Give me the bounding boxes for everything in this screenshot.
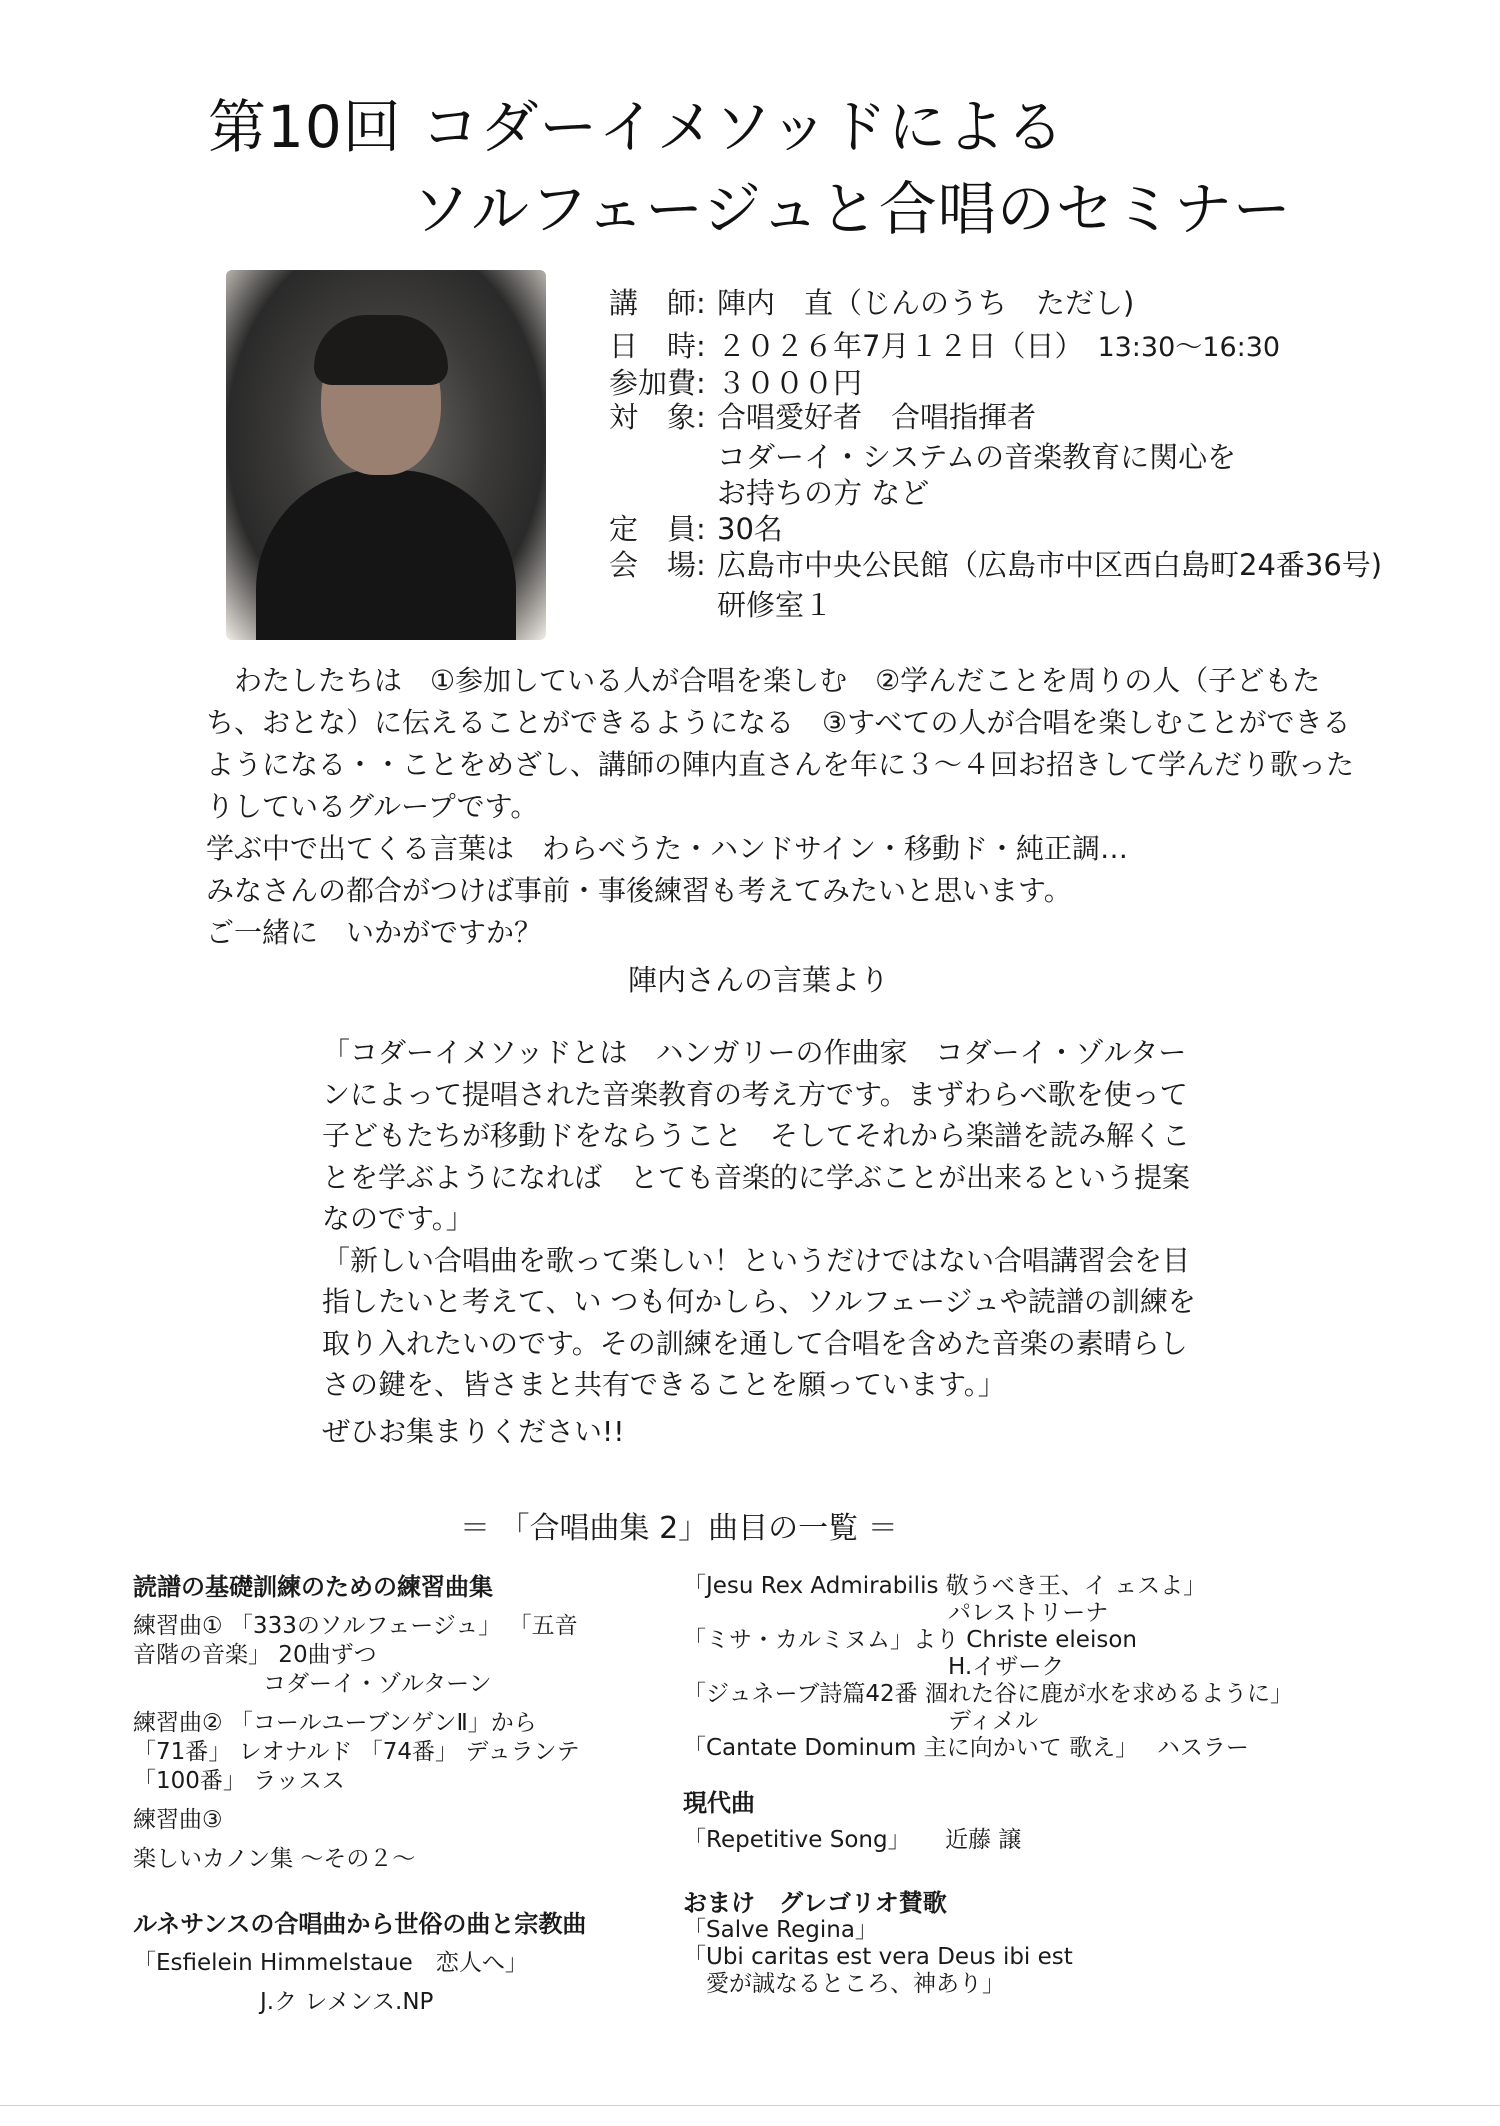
quote-line: 「新しい合唱曲を歌って楽しい！というだけではない合唱講習会を目 [322,1243,1191,1277]
list-item: 「ミサ・カルミヌム」より Christe eleison [683,1627,1137,1653]
intro-line: ようになる・・ことをめざし、講師の陣内直さんを年に３〜４回お招きして学んだり歌った [206,748,1355,781]
list-item: 「Salve Regina」 [683,1917,878,1943]
intro-line: 学ぶ中で出てくる言葉は わらべうた・ハンドサイン・移動ド・純正調… [206,832,1129,865]
venue-line-1: 広島市中央公民館（広島市中区西白島町24番36号) [717,548,1383,582]
target-line-2: コダーイ・システムの音楽教育に関心を [717,440,1237,474]
venue-line-2: 研修室１ [717,588,834,622]
event-date: ２０２６年7月１２日（日） [717,329,1084,363]
event-time: 13:30〜16:30 [1097,332,1281,363]
venue-label: 会 場: [609,548,706,582]
lecturer-name: 陣内 直（じんのうち ただし) [717,286,1135,320]
list-item: 「Cantate Dominum 主に向かいて 歌え」 ハスラー [683,1735,1249,1761]
list-item: 愛が誠なるところ、神あり」 [683,1971,1005,1997]
quote-line: さの鍵を、皆さまと共有できることを願っています。」 [322,1368,1006,1401]
lecturer-label: 講 師: [609,286,706,320]
list-item: 「Repetitive Song」 近藤 譲 [683,1827,1022,1853]
quote-line: なのです。」 [322,1202,474,1235]
quote-line: 取り入れたいのです。その訓練を通して合唱を含めた音楽の素晴らし [322,1326,1188,1360]
title-line-1: 第10回 コダーイメソッドによる [208,93,1066,161]
capacity-label: 定 員: [609,512,706,546]
event-fee: ３０００円 [717,366,863,400]
list-item: 「ジュネーブ詩篇42番 涸れた谷に鹿が水を求めるように」 [683,1681,1293,1707]
list-item: 「100番」 ラッスス [133,1768,345,1794]
composer: コダーイ・ゾルターン [263,1671,492,1697]
quote-text [322,1032,1196,1406]
page-edge-divider [0,2105,1500,2106]
intro-line: ち、おとな）に伝えることができるようになる ③すべての人が合唱を楽しむことができる [206,706,1351,739]
lecturer-photo [226,270,546,640]
composer: J.ク レメンス.NP [260,1989,434,2015]
quote-line: 「コダーイメソッドとは ハンガリーの作曲家 コダーイ・ゾルター [322,1036,1187,1069]
event-capacity: 30名 [717,512,783,546]
composer: H.イザーク [948,1654,1065,1680]
section-heading: おまけ グレゴリオ賛歌 [683,1889,947,1917]
target-line-3: お持ちの方 など [717,476,930,510]
quote-line: 子どもたちが移動ドをならうこと そしてそれから楽譜を読み解くこ [322,1119,1191,1152]
intro-line: わたしたちは ①参加している人が合唱を楽しむ ②学んだことを周りの人（子どもた [206,664,1321,697]
title-line-2: ソルフェージュと合唱のセミナー [412,175,1292,243]
song-list-left-column [133,1573,586,2017]
quote-heading: 陣内さんの言葉より [628,963,890,997]
target-line-1: 合唱愛好者 合唱指揮者 [717,400,1037,434]
intro-line: みなさんの都合がつけば事前・事後練習も考えてみたいと思います。 [206,874,1072,907]
song-list-heading: ＝ 「合唱曲集 2」曲目の一覧 ＝ [460,1511,898,1546]
quote-line: とを学ぶようになれば とても音楽的に学ぶことが出来るという提案 [322,1160,1191,1194]
song-list-right-column [683,1573,1293,1998]
section-heading: 読譜の基礎訓練のための練習曲集 [133,1573,493,1601]
list-item: 「Jesu Rex Admirabilis 敬うべき王、イ ェスよ」 [683,1573,1207,1599]
composer: ディメル [948,1708,1039,1734]
fee-label: 参加費: [609,366,706,400]
section-heading: ルネサンスの合唱曲から世俗の曲と宗教曲 [133,1910,587,1938]
intro-line: ご一緒に いかがですか？ [206,916,543,949]
intro-line: りしているグループです。 [206,790,539,823]
list-item: 楽しいカノン集 〜その２〜 [133,1846,416,1872]
list-item: 練習曲① 「333のソルフェージュ」 「五音 [133,1613,578,1639]
section-heading: 現代曲 [683,1789,755,1817]
composer: パレストリーナ [948,1600,1109,1626]
date-label: 日 時: [609,329,706,363]
intro-text [206,660,1366,954]
quote-line: ンによって提唱された音楽教育の考え方です。まずわらべ歌を使って [322,1077,1188,1111]
list-item: 練習曲③ [133,1807,223,1833]
list-item: 「71番」 レオナルド 「74番」 デュランテ [133,1739,580,1765]
list-item: 練習曲② 「コールユーブンゲンⅡ」から [133,1710,537,1736]
list-item: 「Ubi caritas est vera Deus ibi est [683,1944,1073,1970]
list-item: 音階の音楽」 20曲ずつ [133,1642,377,1668]
list-item: 「Esfielein Himmelstaue 恋人へ」 [133,1950,528,1976]
closing-text: ぜひお集まりください!! [322,1415,625,1448]
quote-line: 指したいと考えて、い つも何かしら、ソルフェージュや読譜の訓練を [322,1285,1196,1318]
target-label: 対 象: [609,400,706,434]
